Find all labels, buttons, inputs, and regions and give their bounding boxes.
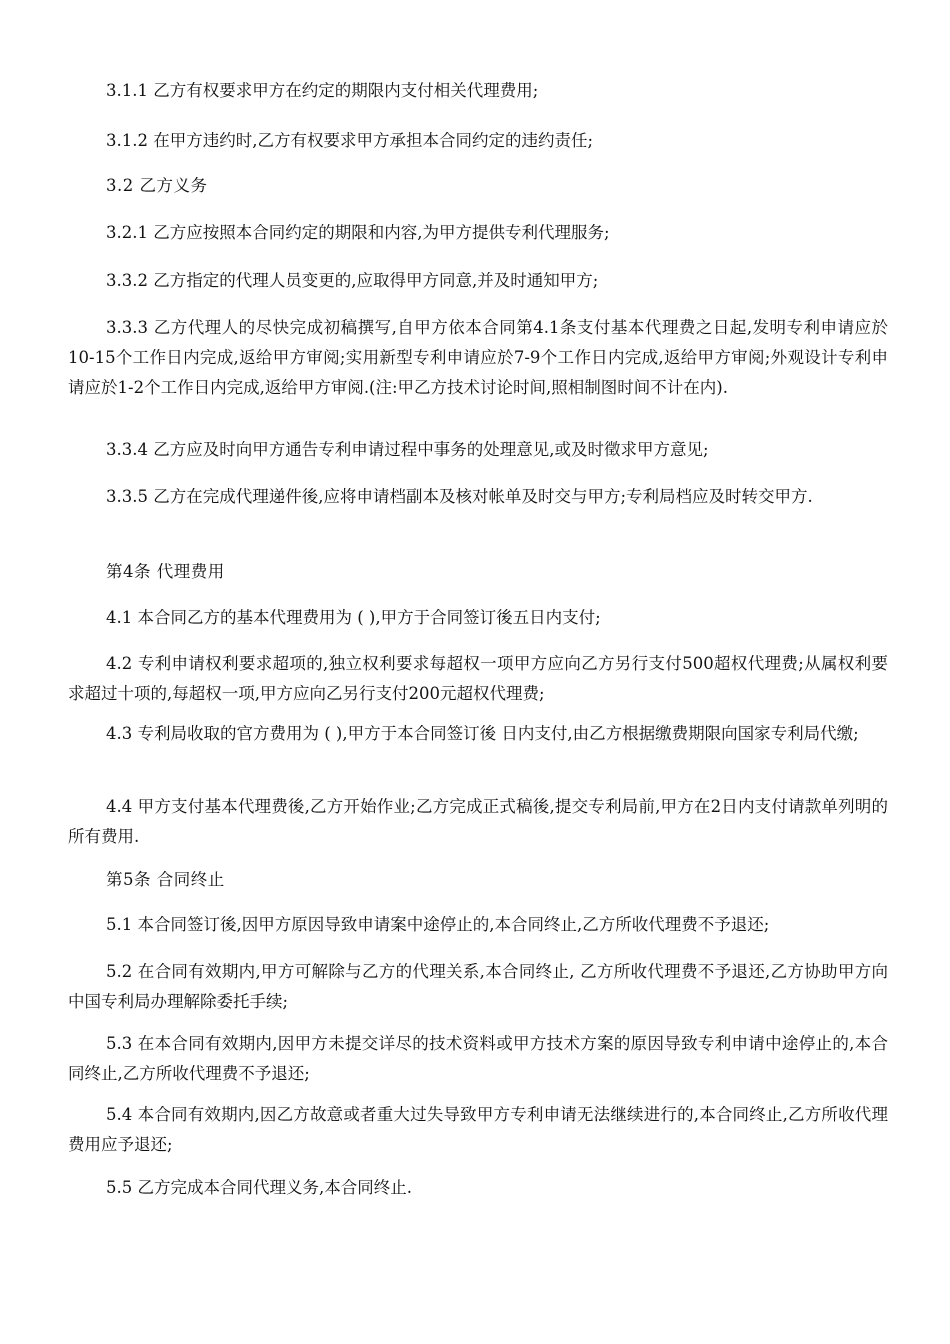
clause-3-3-5: 3.3.5 乙方在完成代理递件後,应将申请档副本及核对帐单及时交与甲方;专利局档应及时转交甲方. (106, 487, 813, 506)
clause-3-3-4: 3.3.4 乙方应及时向甲方通告专利申请过程中事务的处理意见,或及时徵求甲方意见; (106, 440, 709, 459)
clause-4-4: 4.4 甲方支付基本代理费後,乙方开始作业;乙方完成正式稿後,提交专利局前,甲方在2日内支付请款单列明的所有费用. (68, 797, 888, 846)
clause-3-1-1: 3.1.1 乙方有权要求甲方在约定的期限内支付相关代理费用; (106, 81, 539, 100)
article-4-heading: 第4条 代理费用 (106, 562, 225, 581)
clause-3-1-2: 3.1.2 在甲方违约时,乙方有权要求甲方承担本合同约定的违约责任; (106, 131, 594, 150)
clause-5-4: 5.4 本合同有效期内,因乙方故意或者重大过失导致甲方专利申请无法继续进行的,本合同终止,乙方所收代理费用应予退还; (68, 1105, 888, 1154)
clause-3-3-3: 3.3.3 乙方代理人的尽快完成初稿撰写,自甲方依本合同第4.1条支付基本代理费之日起,发明专利申请应於10-15个工作日内完成,返给甲方审阅;实用新型专利申请应於7-9个工作日内完成,返给甲方审阅;外观设计专利申请应於1-2个工作日内完成,返给甲方审阅.(注:甲乙方技术讨论时间,照相制图时间不计在内). (68, 318, 888, 397)
clause-5-3: 5.3 在本合同有效期内,因甲方未提交详尽的技术资料或甲方技术方案的原因导致专利申请中途停止的,本合同终止,乙方所收代理费不予退还; (68, 1034, 888, 1083)
clause-3-2-1: 3.2.1 乙方应按照本合同约定的期限和内容,为甲方提供专利代理服务; (106, 223, 610, 242)
clause-4-1: 4.1 本合同乙方的基本代理费用为 ( ),甲方于合同签订後五日内支付; (106, 608, 601, 627)
section-heading-3-2: 3.2 乙方义务 (106, 176, 208, 195)
clause-5-2: 5.2 在合同有效期内,甲方可解除与乙方的代理关系,本合同终止, 乙方所收代理费不予退还,乙方协助甲方向中国专利局办理解除委托手续; (68, 962, 888, 1011)
clause-5-1: 5.1 本合同签订後,因甲方原因导致申请案中途停止的,本合同终止,乙方所收代理费不予退还; (106, 915, 770, 934)
article-5-heading: 第5条 合同终止 (106, 870, 225, 889)
clause-3-3-2: 3.3.2 乙方指定的代理人员变更的,应取得甲方同意,并及时通知甲方; (106, 271, 599, 290)
clause-5-5: 5.5 乙方完成本合同代理义务,本合同终止. (106, 1178, 412, 1197)
clause-4-3: 4.3 专利局收取的官方费用为 ( ),甲方于本合同签订後 日内支付,由乙方根据缴费期限向国家专利局代缴; (106, 724, 859, 743)
clause-4-2: 4.2 专利申请权利要求超项的,独立权利要求每超权一项甲方应向乙方另行支付500超权代理费;从属权利要求超过十项的,每超权一项,甲方应向乙另行支付200元超权代理费; (68, 654, 888, 703)
